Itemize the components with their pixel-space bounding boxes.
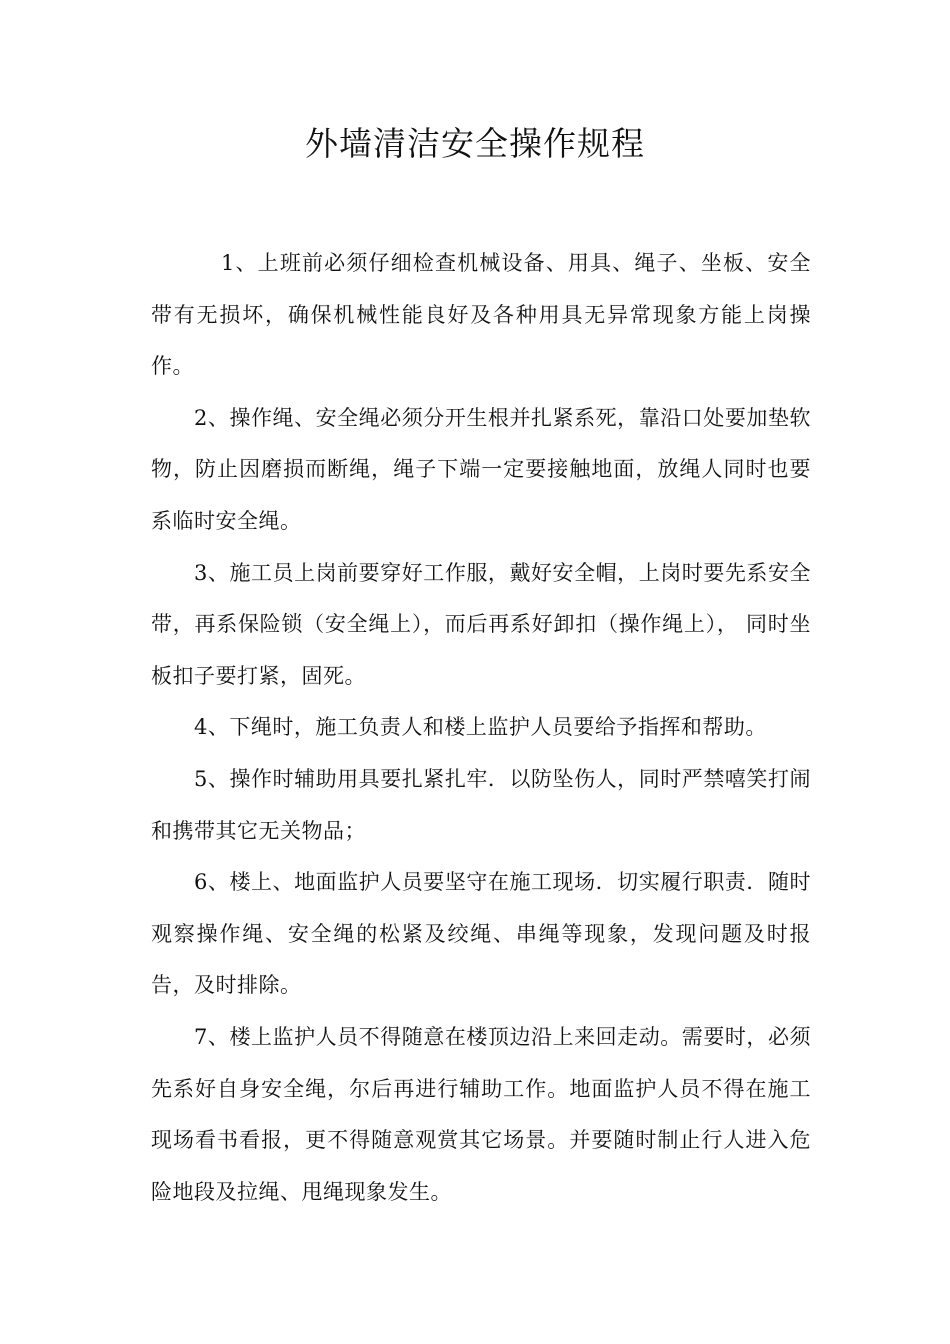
rule-paragraph-4: 4、下绳时，施工负责人和楼上监护人员要给予指挥和帮助。	[194, 715, 767, 740]
rule-paragraph-5: 5、操作时辅助用具要扎紧扎牢．以防坠伤人，同时严禁嘻笑打闹和携带其它无关物品；	[151, 766, 811, 843]
document-title: 外墙清洁安全操作规程	[305, 124, 645, 163]
rule-paragraph-7: 7、楼上监护人员不得随意在楼顶边沿上来回走动。需要时，必须先系好自身安全绳，尔后再进行辅助工作。地面监护人员不得在施工现场看书看报，更不得随意观赏其它场景。并要随时制止行人进入危险地段及拉绳、甩绳现象发生。	[151, 1024, 811, 1204]
rule-paragraph-1: 1、上班前必须仔细检查机械设备、用具、绳子、坐板、安全带有无损坏，确保机械性能良好及各种用具无异常现象方能上岗操作。	[151, 251, 811, 379]
rule-paragraph-2: 2、操作绳、安全绳必须分开生根并扎紧系死，靠沿口处要加垫软物，防止因磨损而断绳，绳子下端一定要接触地面，放绳人同时也要系临时安全绳。	[151, 405, 811, 533]
rule-paragraph-6: 6、楼上、地面监护人员要坚守在施工现场．切实履行职责．随时观察操作绳、安全绳的松紧及绞绳、串绳等现象，发现问题及时报告，及时排除。	[151, 870, 811, 998]
rule-paragraph-3: 3、施工员上岗前要穿好工作服，戴好安全帽，上岗时要先系安全带，再系保险锁（安全绳上），而后再系好卸扣（操作绳上）， 同时坐板扣子要打紧，固死。	[151, 560, 811, 688]
document-body	[151, 238, 811, 1218]
